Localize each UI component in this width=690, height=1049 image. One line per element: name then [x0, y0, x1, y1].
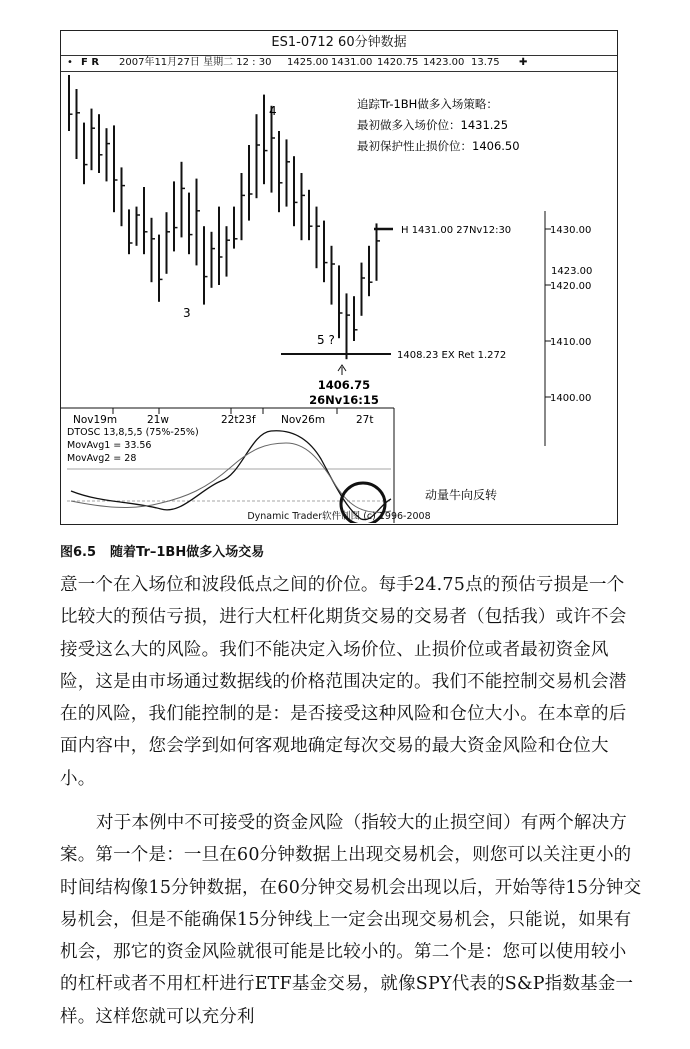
toolbar-dot-icon[interactable]: • [67, 57, 73, 68]
figure-caption [60, 541, 264, 560]
time-tick-label: 22t23f [221, 414, 256, 426]
toolbar-high: 1431.00 [331, 57, 373, 68]
indicator-avg2: MovAvg2 = 28 [67, 453, 137, 464]
caption-number: 图6.5 [60, 545, 97, 560]
price-tick-label: 1410.00 [550, 337, 592, 348]
toolbar-range: 13.75 [471, 57, 500, 68]
time-tick-label: Nov26m [281, 414, 326, 426]
momentum-note: 动量牛向反转 [425, 488, 498, 502]
time-tick-label: 27t [356, 414, 374, 426]
toolbar-close: 1423.00 [423, 57, 465, 68]
toolbar-datetime: 2007年11月27日 星期二 12 : 30 [119, 57, 272, 68]
strategy-entry: 最初做多入场价位：1431.25 [357, 118, 509, 132]
price-tick-label: 1430.00 [550, 225, 592, 236]
toolbar-low: 1420.75 [377, 57, 419, 68]
toolbar-flags[interactable]: F R [81, 57, 100, 68]
price-chart [61, 71, 616, 523]
wave-label-3: 3 [183, 306, 191, 320]
low-price-label: 1406.75 [317, 378, 371, 392]
chart-title: ES1-0712 60分钟数据 [61, 31, 617, 56]
price-tick-label: 1420.00 [550, 281, 592, 292]
indicator-avg1: MovAvg1 = 33.56 [67, 440, 152, 451]
caption-text: 随着Tr–1BH做多入场交易 [110, 545, 265, 560]
body-paragraph-1: 意一个在入场位和波段低点之间的价位。每手24.75点的预估亏损是一个比较大的预估亏损，进行大杠杆化期货交易的交易者（包括我）或许不会接受这么大的风险。我们不能决定入场价位、止损价位或者最初资金风险，这是由市场通过数据线的价格范围决定的。我们不能控制交易机会潜在的风险，我们能控制的是：是否接受这种风险和仓位大小。在本章的后面内容中，您会学到如何客观地确定每次交易的最大资金风险和仓位大小。 [60, 575, 627, 789]
wave-label-5: 5 ? [317, 333, 335, 347]
chart-figure [60, 30, 618, 525]
ohlc-bars [69, 75, 380, 359]
high-label: H 1431.00 27Nv12:30 [401, 225, 512, 236]
time-tick-label: Nov19m [73, 414, 118, 426]
body-paragraph-2: 对于本例中不可接受的资金风险（指较大的止损空间）有两个解决方案。第一个是：一旦在60分钟数据上出现交易机会，则您可以关注更小的时间结构像15分钟数据，在60分钟交易机会出现以后，开始等待15分钟交易机会，但是不能确保15分钟线上一定会出现交易机会，只能说，如果有机会，那它的资金风险就很可能是比较小的。第二个是：您可以使用较小的杠杆或者不用杠杆进行ETF基金交易，就像SPY代表的S&P指数基金一样。这样您就可以充分利 [60, 813, 642, 1027]
toolbar-plus-icon[interactable]: ✚ [519, 57, 528, 68]
toolbar-open: 1425.00 [287, 57, 329, 68]
chart-footer: Dynamic Trader软件制图 (c) 1996-2008 [247, 511, 431, 522]
indicator-name: DTOSC 13,8,5,5 (75%-25%) [67, 427, 199, 438]
time-tick-label: 21w [147, 414, 169, 426]
wave-label-4: 4 [269, 104, 277, 118]
price-tick-label: 1400.00 [550, 393, 592, 404]
current-price-label: 1423.00 [551, 266, 593, 277]
chart-toolbar [61, 55, 617, 72]
low-time-label: 26Nv16:15 [309, 393, 379, 407]
ex-ret-label: 1408.23 EX Ret 1.272 [397, 350, 507, 361]
strategy-heading: 追踪Tr-1BH做多入场策略： [357, 97, 498, 111]
strategy-stop: 最初保护性止损价位：1406.50 [357, 139, 520, 153]
